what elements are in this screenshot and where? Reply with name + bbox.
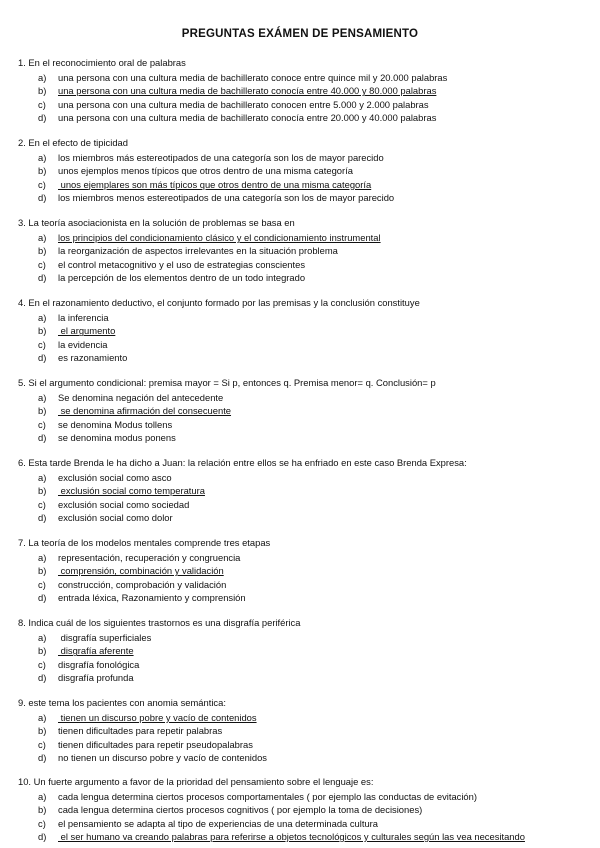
answer-option [38, 152, 384, 164]
option-text: los miembros más estereotipados de una categoría son los de mayor parecido [58, 152, 384, 163]
option-letter: b) [38, 85, 47, 97]
option-letter: c) [38, 98, 46, 110]
option-letter: c) [38, 738, 46, 750]
answer-option [38, 712, 257, 724]
option-text: representación, recuperación y congruencia [58, 552, 241, 563]
answer-option [38, 245, 338, 257]
answer-option [38, 325, 115, 337]
option-letter: d) [38, 830, 47, 842]
option-text: no tienen un discurso pobre y vacío de contenidos [58, 751, 267, 763]
option-letter: c) [38, 418, 46, 430]
option-text: la evidencia [58, 338, 108, 350]
option-text: se denomina Modus tollens [58, 418, 173, 430]
option-letter: b) [38, 405, 47, 417]
option-letter: c) [38, 498, 46, 510]
option-letter: a) [38, 392, 47, 403]
option-text: unos ejemplos menos típicos que otros dentro de una misma categoría [58, 165, 353, 177]
option-letter: b) [38, 725, 47, 737]
answer-option [38, 432, 176, 444]
question-stem: 5. Si el argumento condicional: premisa mayor = Si p, entonces q. Premisa menor= q. Conclusión= p [18, 377, 436, 388]
answer-option [38, 419, 172, 431]
option-text-correct: el ser humano va creando palabras para referirse a objetos tecnológicos y culturales según las vea necesitando [58, 830, 525, 842]
option-text: la reorganización de aspectos irrelevantes en la situación problema [58, 245, 338, 257]
question-stem: 10. Un fuerte argumento a favor de la prioridad del pensamiento sobre el lenguaje es: [18, 776, 374, 787]
question-stem: 8. Indica cuál de los siguientes trastornos es una disgrafía periférica [18, 617, 301, 628]
option-text: una persona con una cultura media de bachillerato conocen entre 5.000 y 2.000 palabras [58, 98, 429, 110]
option-letter: d) [38, 591, 47, 603]
option-letter: b) [38, 804, 47, 816]
option-text: cada lengua determina ciertos procesos cognitivos ( por ejemplo la toma de decisiones) [58, 804, 423, 816]
answer-option [38, 352, 127, 364]
option-letter: a) [38, 312, 47, 323]
answer-option [38, 552, 240, 564]
answer-option [38, 579, 226, 591]
option-letter: a) [38, 791, 47, 802]
option-letter: b) [38, 565, 47, 577]
answer-option [38, 752, 267, 764]
option-text: una persona con una cultura media de bachillerato conoce entre quince mil y 20.000 palabras [58, 72, 448, 83]
option-text: cada lengua determina ciertos procesos comportamentales ( por ejemplo las conductas de evitación) [58, 791, 477, 802]
option-letter: a) [38, 632, 47, 643]
option-letter: a) [38, 232, 47, 243]
answer-option [38, 259, 305, 271]
option-letter: a) [38, 152, 47, 163]
option-text: exclusión social como dolor [58, 511, 173, 523]
option-text: disgrafía superficiales [58, 632, 152, 643]
answer-option [38, 192, 394, 204]
option-text-correct: una persona con una cultura media de bachillerato conocía entre 40.000 y 80.000 palabras [58, 85, 437, 97]
option-letter: b) [38, 645, 47, 657]
option-text-correct: el argumento [58, 325, 116, 337]
option-text: construcción, comprobación y validación [58, 578, 227, 590]
answer-option [38, 739, 253, 751]
answer-option [38, 818, 378, 830]
option-letter: c) [38, 578, 46, 590]
option-text-correct: exclusión social como temperatura [58, 485, 205, 497]
option-text: los miembros menos estereotipados de una categoría son los de mayor parecido [58, 191, 395, 203]
option-letter: b) [38, 165, 47, 177]
answer-option [38, 791, 477, 803]
option-letter: d) [38, 271, 47, 283]
option-text: exclusión social como sociedad [58, 498, 190, 510]
answer-option [38, 179, 371, 191]
option-text: el pensamiento se adapta al tipo de experiencias de una determinada cultura [58, 817, 379, 829]
option-letter: c) [38, 178, 46, 190]
option-text-correct: comprensión, combinación y validación [58, 565, 224, 577]
option-text: exclusión social como asco [58, 472, 172, 483]
option-letter: a) [38, 552, 47, 563]
answer-option [38, 499, 189, 511]
option-letter: a) [38, 72, 47, 83]
option-text: el control metacognitivo y el uso de estrategias conscientes [58, 258, 306, 270]
option-text: tienen dificultades para repetir palabras [58, 725, 223, 737]
option-text: entrada léxica, Razonamiento y comprensión [58, 591, 246, 603]
answer-option [38, 232, 381, 244]
question-stem: 4. En el razonamiento deductivo, el conjunto formado por las premisas y la conclusión constituye [18, 297, 420, 308]
option-text: una persona con una cultura media de bachillerato conocía entre 20.000 y 40.000 palabras [58, 111, 437, 123]
option-text-correct: unos ejemplares son más típicos que otros dentro de una misma categoría [58, 178, 372, 190]
answer-option [38, 672, 134, 684]
option-letter: c) [38, 338, 46, 350]
option-text: tienen dificultades para repetir pseudopalabras [58, 738, 253, 750]
answer-option [38, 339, 108, 351]
option-letter: c) [38, 658, 46, 670]
question-stem: 7. La teoría de los modelos mentales comprende tres etapas [18, 537, 271, 548]
answer-option [38, 165, 353, 177]
option-letter: d) [38, 751, 47, 763]
option-letter: d) [38, 111, 47, 123]
answer-option [38, 659, 139, 671]
option-text: la inferencia [58, 312, 109, 323]
answer-option [38, 645, 134, 657]
option-text-correct: se denomina afirmación del consecuente [58, 405, 232, 417]
answer-option [38, 632, 151, 644]
answer-option [38, 831, 525, 843]
answer-option [38, 485, 205, 497]
option-letter: d) [38, 671, 47, 683]
answer-option [38, 392, 223, 404]
option-letter: d) [38, 431, 47, 443]
option-text: disgrafía fonológica [58, 658, 140, 670]
answer-option [38, 565, 224, 577]
answer-option [38, 592, 246, 604]
answer-option [38, 72, 447, 84]
option-text: Se denomina negación del antecedente [58, 392, 224, 403]
answer-option [38, 512, 173, 524]
question-stem: 2. En el efecto de tipicidad [18, 137, 128, 148]
question-stem: 9. este tema los pacientes con anomia semántica: [18, 697, 226, 708]
answer-option [38, 112, 436, 124]
option-text: la percepción de los elementos dentro de un todo integrado [58, 271, 306, 283]
answer-option [38, 405, 231, 417]
option-letter: d) [38, 191, 47, 203]
option-letter: b) [38, 325, 47, 337]
option-letter: a) [38, 472, 47, 483]
answer-option [38, 312, 109, 324]
option-text: es razonamiento [58, 351, 128, 363]
answer-option [38, 472, 172, 484]
page-title: PREGUNTAS EXÁMEN DE PENSAMIENTO [181, 28, 419, 40]
option-text-correct: disgrafía aferente [58, 645, 134, 657]
answer-option [38, 725, 222, 737]
option-letter: d) [38, 511, 47, 523]
option-letter: b) [38, 245, 47, 257]
question-stem: 1. En el reconocimiento oral de palabras [18, 57, 186, 68]
option-letter: b) [38, 485, 47, 497]
answer-option [38, 99, 429, 111]
option-letter: c) [38, 817, 46, 829]
option-letter: c) [38, 258, 46, 270]
answer-option [38, 804, 422, 816]
option-text-correct: tienen un discurso pobre y vacío de contenidos [58, 712, 257, 723]
answer-option [38, 272, 305, 284]
option-text: se denomina modus ponens [58, 431, 176, 443]
option-text-correct: los principios del condicionamiento clásico y el condicionamiento instrumental [58, 232, 381, 243]
option-letter: a) [38, 712, 47, 723]
question-stem: 3. La teoría asociacionista en la solución de problemas se basa en [18, 217, 295, 228]
option-letter: d) [38, 351, 47, 363]
answer-option [38, 85, 436, 97]
question-stem: 6. Esta tarde Brenda le ha dicho a Juan: la relación entre ellos se ha enfriado en este caso Brenda Expresa: [18, 457, 467, 468]
option-text: disgrafía profunda [58, 671, 134, 683]
